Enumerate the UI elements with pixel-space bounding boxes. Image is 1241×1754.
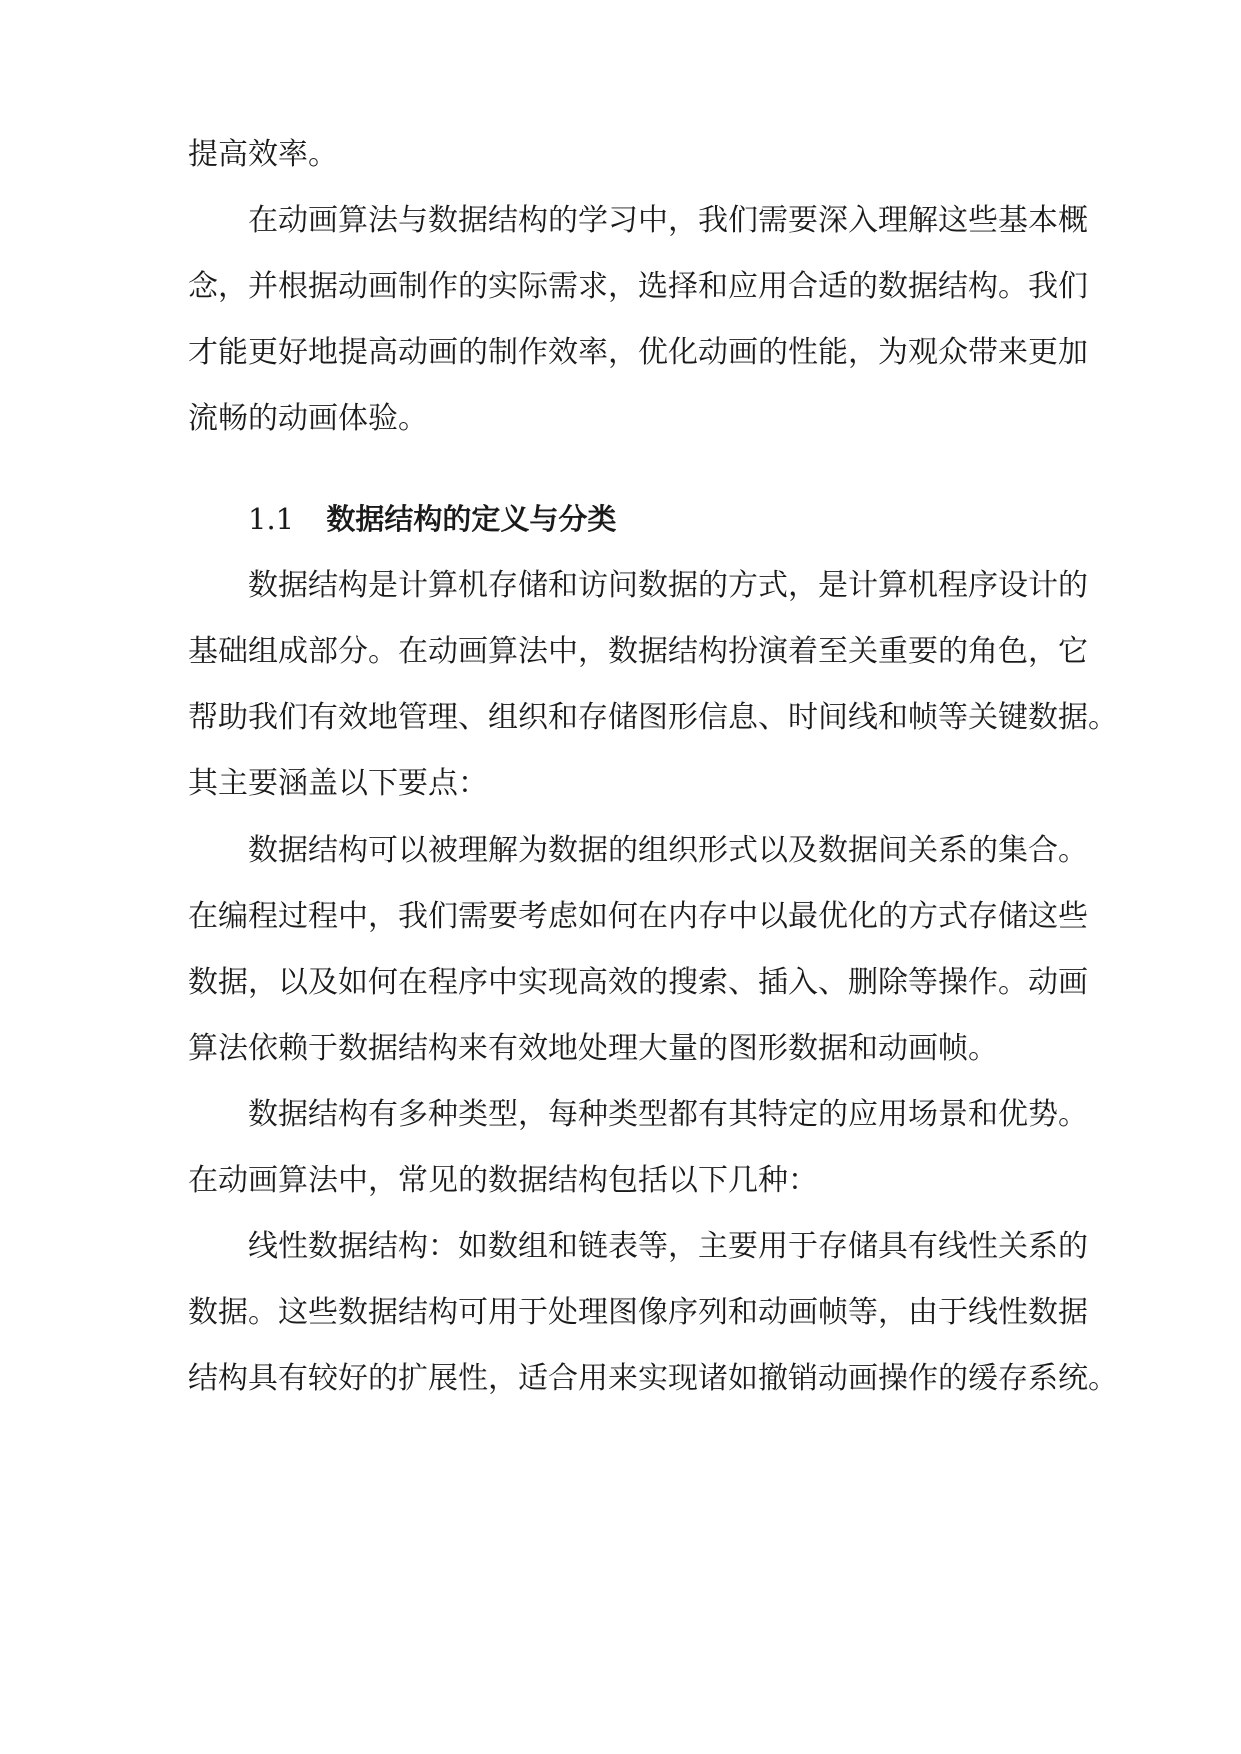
text-line: 数据结构可以被理解为数据的组织形式以及数据间关系的集合。 — [248, 833, 1088, 868]
text-line: 念，并根据动画制作的实际需求，选择和应用合适的数据结构。我们 — [188, 269, 1088, 304]
text-line: 算法依赖于数据结构来有效地处理大量的图形数据和动画帧。 — [188, 1031, 998, 1066]
text-line: 在动画算法与数据结构的学习中，我们需要深入理解这些基本概 — [248, 203, 1088, 238]
text-line: 帮助我们有效地管理、组织和存储图形信息、时间线和帧等关键数据。 — [188, 700, 1118, 735]
section-number: 1.1 — [248, 502, 295, 536]
section-heading — [248, 502, 1060, 536]
text-line: 结构具有较好的扩展性，适合用来实现诸如撤销动画操作的缓存系统。 — [188, 1361, 1118, 1396]
text-line: 才能更好地提高动画的制作效率，优化动画的性能，为观众带来更加 — [188, 335, 1088, 370]
text-line: 在编程过程中，我们需要考虑如何在内存中以最优化的方式存储这些 — [188, 899, 1088, 934]
text-line: 其主要涵盖以下要点： — [188, 766, 488, 801]
text-line: 提高效率。 — [188, 137, 338, 172]
text-line: 流畅的动画体验。 — [188, 401, 428, 436]
text-line: 数据，以及如何在程序中实现高效的搜索、插入、删除等操作。动画 — [188, 965, 1088, 1000]
text-line: 基础组成部分。在动画算法中，数据结构扮演着至关重要的角色，它 — [188, 634, 1088, 669]
text-line: 数据结构有多种类型，每种类型都有其特定的应用场景和优势。 — [248, 1097, 1088, 1132]
paragraph-continuation — [188, 138, 1060, 172]
text-line: 数据结构是计算机存储和访问数据的方式，是计算机程序设计的 — [248, 568, 1088, 603]
section-title: 数据结构的定义与分类 — [326, 502, 617, 536]
text-line: 线性数据结构：如数组和链表等，主要用于存储具有线性关系的 — [248, 1229, 1088, 1264]
text-line: 在动画算法中，常见的数据结构包括以下几种： — [188, 1163, 818, 1198]
text-line: 数据。这些数据结构可用于处理图像序列和动画帧等，由于线性数据 — [188, 1295, 1088, 1330]
